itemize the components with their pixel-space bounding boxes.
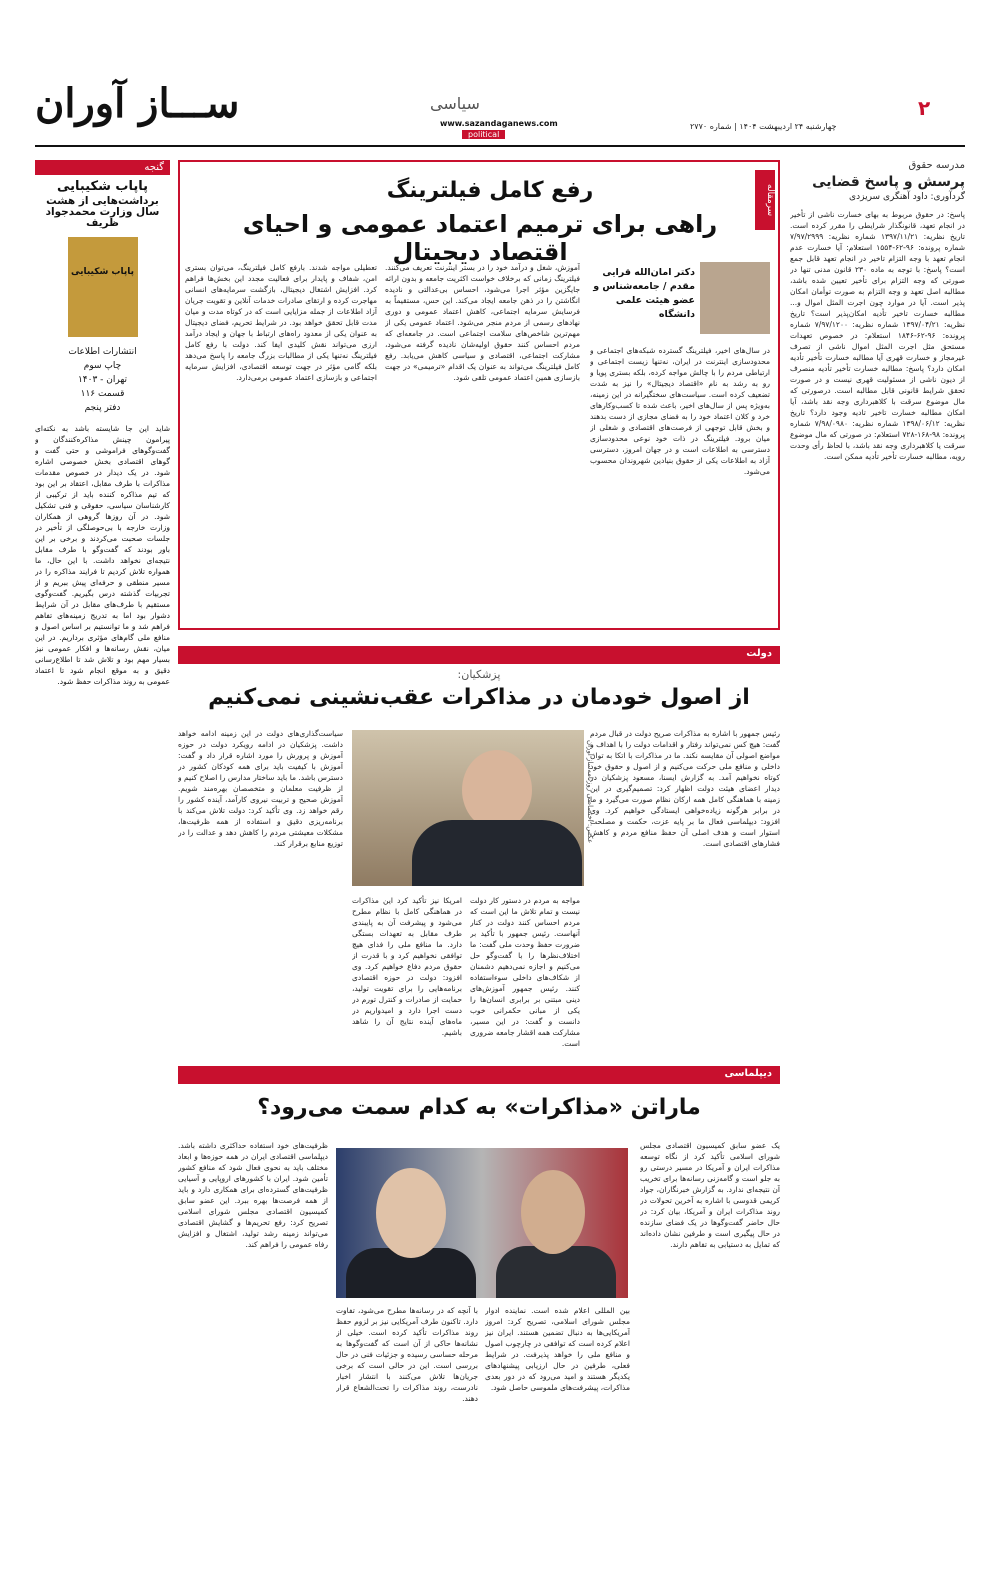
column-tag: مدرسه حقوق xyxy=(908,160,965,171)
publication-info xyxy=(35,345,170,415)
site-section-label: political xyxy=(462,130,505,139)
author-info xyxy=(590,266,695,322)
editorial-headline-1: رفع کامل فیلترینگ xyxy=(386,178,594,203)
place-year: تهران - ۱۴۰۳ xyxy=(77,375,128,385)
article-column-4: امریکا نیز تأکید کرد این مذاکرات در هماهنگی کامل با نظام مطرح می‌شود و پیشرفت آن به پایبندی طرف مقابل به تعهدات بستگی دارد. ما منافع ملی را فدای هیچ توافقی نخواهیم کرد و با قدرت از حقوق مردم دفاع خواهیم کرد. وی افزود: دولت در حوزه اقتصادی برنامه‌هایی را برای تقویت تولید، حمایت از صادرات و کنترل تورم در دست اجرا دارد و امیدواریم در ماه‌های آینده نتایج آن را شاهد باشیم. xyxy=(352,896,462,1037)
book-subtitle: برداشت‌هایی از هشت سال وزارت محمدجواد ظریف xyxy=(45,195,160,229)
section-band-diplomacy: دیپلماسی xyxy=(178,1066,780,1084)
section-title: سیاسی xyxy=(430,94,480,113)
newspaper-logo: ســـاز آوران xyxy=(35,80,240,127)
photo-credit: عکس: اختصاصی روزنامه‌ساز آوران xyxy=(586,740,594,844)
article-column-3: مواجه به مردم در دستور کار دولت نیست و تمام تلاش ما این است که مردم احساس کنند دولت در کنار آنهاست. رئیس جمهور با تأکید بر ضرورت حفظ وحدت ملی گفت: ما اختلاف‌نظرها را با گفت‌وگو حل می‌کنیم و اجازه نمی‌دهیم دشمنان از شکاف‌های داخلی سوء‌استفاده کنند. رئیس جمهور آموزش‌های دینی مبتنی بر برابری انسان‌ها را یکی از مبانی حکمرانی خوب دانست و گفت: در این مسیر، مشارکت همه اقشار جامعه ضروری است. xyxy=(470,896,580,1048)
editorial-column-3: تعطیلی مواجه شدند. بارفع کامل فیلترینگ، می‌توان بستری امن، شفاف و پایدار برای فعالیت مجدد این بخش‌ها فراهم کرد. افزایش اشتغال دیجیتال، بازگشت سرمایه‌های انسانی مهاجرت کرده و ارتقای صادرات خدمات آنلاین و تقویت جریان آزاد اطلاعات از جمله مزایایی است که در کوتاه مدت و میان مدت قابل تحقق خواهد بود. در شرایط تحریم، فضای دیجیتال به عنوان یکی از معدود راه‌های ارتباط با جهان و ایجاد درآمد ارزی می‌تواند نقش کلیدی ایفا کند. دولت با رفع کامل فیلترینگ نه‌تنها یکی از مطالبات بزرگ جامعه را پاسخ می‌دهد بلکه گامی مؤثر در جهت توسعه اقتصادی، افزایش سرمایه اجتماعی و بازسازی اعتماد عمومی برمی‌دارد. xyxy=(185,263,377,382)
book-cover-image xyxy=(68,237,138,337)
president-photo xyxy=(352,730,584,886)
site-url[interactable]: www.sazandaganews.com xyxy=(440,119,558,128)
author-role: مقدم / جامعه‌شناس و عضو هیئت علمی دانشگاه xyxy=(593,281,695,320)
article-kicker: پزشکیان: xyxy=(457,668,501,681)
article-headline: از اصول خودمان در مذاکرات عقب‌نشینی نمی‌کنیم xyxy=(208,685,750,710)
column-title: پرسش و پاسخ قضایی xyxy=(812,174,965,190)
article-column-1: یک عضو سابق کمیسیون اقتصادی مجلس شورای اسلامی تأکید کرد از نگاه توسعه مذاکرات ایران و آمریکا در مسیر درستی رو به جلو است و گامه‌زنی رسانه‌ها برای تخریب آن نتیجه‌ای ندارد. به گزارش خبرنگاران، جواد کریمی قدوسی با اشاره به آخرین تحولات در روند مذاکرات ایران و آمریکا، بیان کرد: در حال حاضر گفت‌وگوها در یک فضای سازنده در حال پیگیری است و طرفین نشان داده‌اند که تمایل به دستیابی به تفاهم دارند. xyxy=(640,1141,780,1249)
header-rule xyxy=(35,145,965,147)
column-tag: گنجه xyxy=(35,160,170,175)
book-serial-column xyxy=(35,160,170,1575)
editorial-headline-2: راهی برای ترمیم اعتماد عمومی و احیای اقتصاد دیجیتال xyxy=(242,210,718,266)
article-headline: ماراتن «مذاکرات» به کدام سمت می‌رود؟ xyxy=(257,1095,701,1120)
negotiators-photo xyxy=(336,1148,628,1298)
article-column-3: با آنچه که در رسانه‌ها مطرح می‌شود، تفاوت دارد. تاکنون طرف آمریکایی نیز بر لزوم حفظ روند مذاکرات تأکید کرده است. خیلی از نشانه‌ها حاکی از آن است که گفت‌وگوها به مرحله حساسی رسیده و جزئیات فنی در حال بررسی است. این در حالی است که برخی جریان‌ها تلاش می‌کنند با انتشار اخبار نادرست، روند مذاکرات را تحت‌الشعاع قرار دهند. xyxy=(336,1306,478,1403)
article-column-2: سیاست‌گذاری‌های دولت در این زمینه ادامه خواهد داشت. پزشکیان در ادامه رویکرد دولت در حوزه آموزش و پرورش را مورد اشاره قرار داد و گفت: آموزش با کیفیت باید برای همه کودکان کشور در دسترس باشد. ما باید ساختار مدارس را اصلاح کنیم و از ظرفیت معلمان و متخصصان بهره‌مند شویم. آموزش صحیح و تربیت نیروی کارآمد، آینده کشور را رقم خواهد زد. وی تأکید کرد: دولت تلاش می‌کند با برنامه‌ریزی دقیق و استفاده از همه ظرفیت‌ها، مشکلات معیشتی مردم را کاهش دهد و عدالت را در توزیع منابع برقرار کند. xyxy=(178,729,343,848)
article-column-1: رئیس جمهور با اشاره به مذاکرات صریح دولت در قبال مردم گفت: هیچ کس نمی‌تواند رفتار و اقدامات دولت را با اهداف و مواضع اصولی آن مقایسه نکند. ما در مذاکرات با اتکا به توان داخلی و منافع ملی حرکت می‌کنیم و از اصول و حقوق خود کوتاه نخواهیم آمد. به گزارش ایسنا، مسعود پزشکیان در دیدار اعضای هیئت دولت اظهار کرد: تصمیم‌گیری در این زمینه با هماهنگی کامل همه ارکان نظام صورت می‌گیرد و ما در برابر هرگونه زیاده‌خواهی ایستادگی خواهیم کرد. وی افزود: دیپلماسی فعال ما بر پایه عزت، حکمت و مصلحت استوار است و هدف اصلی آن حفظ منافع مردم و کاهش فشارهای اقتصادی است. xyxy=(590,729,780,848)
issue-date: چهارشنبه ۲۴ اردیبهشت ۱۴۰۴ | شماره ۲۷۷۰ xyxy=(690,122,837,131)
notebook-number: دفتر پنجم xyxy=(84,403,121,413)
article-column-2: بین المللی اعلام شده است. نماینده ادوار مجلس شورای اسلامی، تصریح کرد: امروز آمریکایی‌ها به دنبال تضمین هستند. ایران نیز اعلام کرده است که توافقی در چارچوب اصول و منافع ملی را خواهد پذیرفت. در شرایط فعلی، طرفین در حال ارزیابی پیشنهادهای یکدیگر هستند و امید می‌رود که در دور بعدی مذاکرات، پیشرفت‌های ملموسی حاصل شود. xyxy=(485,1306,630,1392)
page-number: ۲ xyxy=(918,96,931,120)
editorial-column-2: آموزش، شغل و درآمد خود را در بستر اینترنت تعریف می‌کنند. فیلترینگ زمانی که برخلاف خواست اکثریت جامعه و بدون ارائه جایگزین مؤثر اجرا می‌شود، احساس بی‌عدالتی و نادیده انگاشتن را در ذهن جامعه ایجاد می‌کند. این حس، مستقیماً به فرسایش سرمایه اجتماعی، کاهش اعتماد عمومی و دوری نهادهای رسمی از مردم منجر می‌شود. اعتماد عمومی یکی از مهم‌ترین شاخص‌های سلامت اجتماعی است. در جامعه‌ای که مردم احساس کنند حقوق اولیه‌شان نادیده گرفته می‌شود، مشارکت اجتماعی، اقتصادی و سیاسی کاهش می‌یابد. رفع کامل فیلترینگ می‌تواند به عنوان یک اقدام «ترمیمی» در جهت بازسازی همین اعتماد عمومی تلقی شود. xyxy=(385,263,580,382)
part-number: قسمت ۱۱۶ xyxy=(80,389,125,399)
editorial-column-1: در سال‌های اخیر، فیلترینگ گسترده شبکه‌های اجتماعی و محدودسازی اینترنت در ایران، نه‌تنها زیست اجتماعی و ارتباطی مردم را با چالش مواجه کرده، بلکه بستری پویا و رو به رشد به نام «اقتصاد دیجیتال» را نیز به شدت تضعیف کرده است. سیاست‌های سختگیرانه در این زمینه، به‌ویژه پس از سال‌های اخیر، باعث شده تا کسب‌وکارهای خرد و کلان اعتماد خود را به فضای مجازی از دست بدهند و بخش قابل توجهی از فرصت‌های اقتصادی و شغلی از میان برود. فیلترینگ در ذات خود نوعی محدودسازی دسترسی به اطلاعات است و در جهان امروز، دسترسی آزاد به اطلاعات یکی از حقوق بنیادین شهروندان محسوب می‌شود. xyxy=(590,346,770,476)
edition: چاپ سوم xyxy=(83,361,122,371)
column-body: شاید این جا شایسته باشد به نکته‌ای پیرامون چینش مذاکره‌کنندگان و گفت‌وگوهای فراموشی و حتی گفت و گوهای اقتصادی بخش خصوصی اشاره شود. در یک دیدار در خصوص مقدمات مذاکرات با طرف مقابل، اعتقاد بر این بود که تیم مذاکره کننده باید از ترکیبی از کارشناسان سیاسی، حقوقی و فنی تشکیل شود. در آن روزها گروهی از همکاران وزارت خارجه با بی‌حوصلگی از تأخیر در جلسات صحبت می‌کردند و برخی بر این باور بودند که گفت‌وگو با طرف مقابل نتیجه‌ای نخواهد داشت. با این حال، ما همواره تلاش کردیم تا فرایند مذاکره را در مسیر منطقی و حرفه‌ای پیش ببریم و از تجربیات گذشته درس بگیریم. گفت‌وگوی مستقیم با طرف‌های مقابل در آن شرایط دشوار بود اما به تدریج زمینه‌های تفاهم فراهم شد و ما توانستیم بر اساس اصول و منافع ملی گام‌های مؤثری برداریم. در این میان، نقش رسانه‌ها و افکار عمومی نیز بسیار مهم بود و تلاش شد تا اطلاع‌رسانی دقیق و به موقع انجام شود تا اعتماد عمومی به روند مذاکرات حفظ شود. xyxy=(35,424,170,686)
column-body: پاسخ: در حقوق مربوط به بهای خسارت ناشی از تأخیر در انجام تعهد، قانونگذار شرایطی را مقرر کرده است. تاریخ نظریه: ۱۳۹۷/۱۱/۲۱ شماره نظریه: ۷/۹۷/۲۹۹۹ شماره پرونده: ۹۶-۶۲-۱۵۵۴ استعلام: آیا خسارت عدم انجام تعهد با وجه التزام تاخیر در انجام تعهد قابل جمع است؟ پاسخ: با توجه به ماده ۲۳۰ قانون مدنی تنها در صورتی که وجه التزام برای تأخیر تعیین شده باشد، مطالبه اصل تعهد و وجه التزام به صورت توأمان امکان پذیر است. آیا در موارد چون اجرت المثل اموال و... مطالبه خسارت تاخیر تأدیه امکان‌پذیر است؟ تاریخ نظریه: ۱۳۹۷/۰۴/۲۱ شماره نظریه: ۷/۹۷/۱۲۰۰ شماره پرونده: ۹۶-۶۲-۱۸۴۶ استعلام: در خصوص تعهدات مستحق مثل اجرت المثل اموال ناشی از تصرف غیرمجاز و خسارت قهری آیا مطالبه خسارت تأخیر تأدیه امکان دارد؟ پاسخ: مطالبه خسارت تأخیر تأدیه منصرف از دیون ناشی از مسئولیت قهری نیست و در صورت تحقق شرایط قانونی قابل مطالبه است. درصورتی که مال موضوع سرقت با کلاهبرداری وجه نقد باشد، آیا امکان مطالبه خسارت تاخیر تادیه وجود دارد؟ تاریخ نظریه: ۱۳۹۸/۰۶/۱۲ شماره نظریه: ۷/۹۸/۰۹۸۰ شماره پرونده: ۹۸-۱۶۸-۷۲۸ استعلام: در صورتی که مال موضوع سرقت یا کلاهبرداری وجه نقد باشد، با لحاظ رأی وحدت رویه، مطالبه خسارت تأخیر تأدیه ممکن است. xyxy=(790,210,965,461)
publisher: انتشارات اطلاعات xyxy=(68,347,137,357)
editorial-kicker: سرمقاله xyxy=(755,170,775,230)
article-column-4: ظرفیت‌های خود استفاده حداکثری داشته باشد. دیپلماسی اقتصادی ایران در همه حوزه‌ها و ابعاد مختلف باید به نحوی فعال شود که منافع کشور تأمین شود. ایران با کشورهای اروپایی و آسیایی ظرفیت‌های گسترده‌ای برای همکاری دارد و باید از همه فرصت‌ها بهره ببرد. این عضو سابق کمیسیون اقتصادی مجلس شورای اسلامی تصریح کرد: رفع تحریم‌ها و گشایش اقتصادی می‌تواند زمینه رشد تولید، اشتغال و افزایش رفاه عمومی را فراهم کند. xyxy=(178,1141,328,1249)
author-name: دکتر امان‌الله قرایی xyxy=(602,267,695,278)
book-title: پاپاب شکیبایی xyxy=(57,179,148,194)
author-photo xyxy=(700,262,770,334)
section-band-government: دولت xyxy=(178,646,780,664)
column-byline: گردآوری: داود آهنگری سریزدی xyxy=(849,192,965,202)
legal-qa-column xyxy=(790,160,965,1575)
book-cover-title: پاپاب شکیبایی xyxy=(71,267,134,277)
